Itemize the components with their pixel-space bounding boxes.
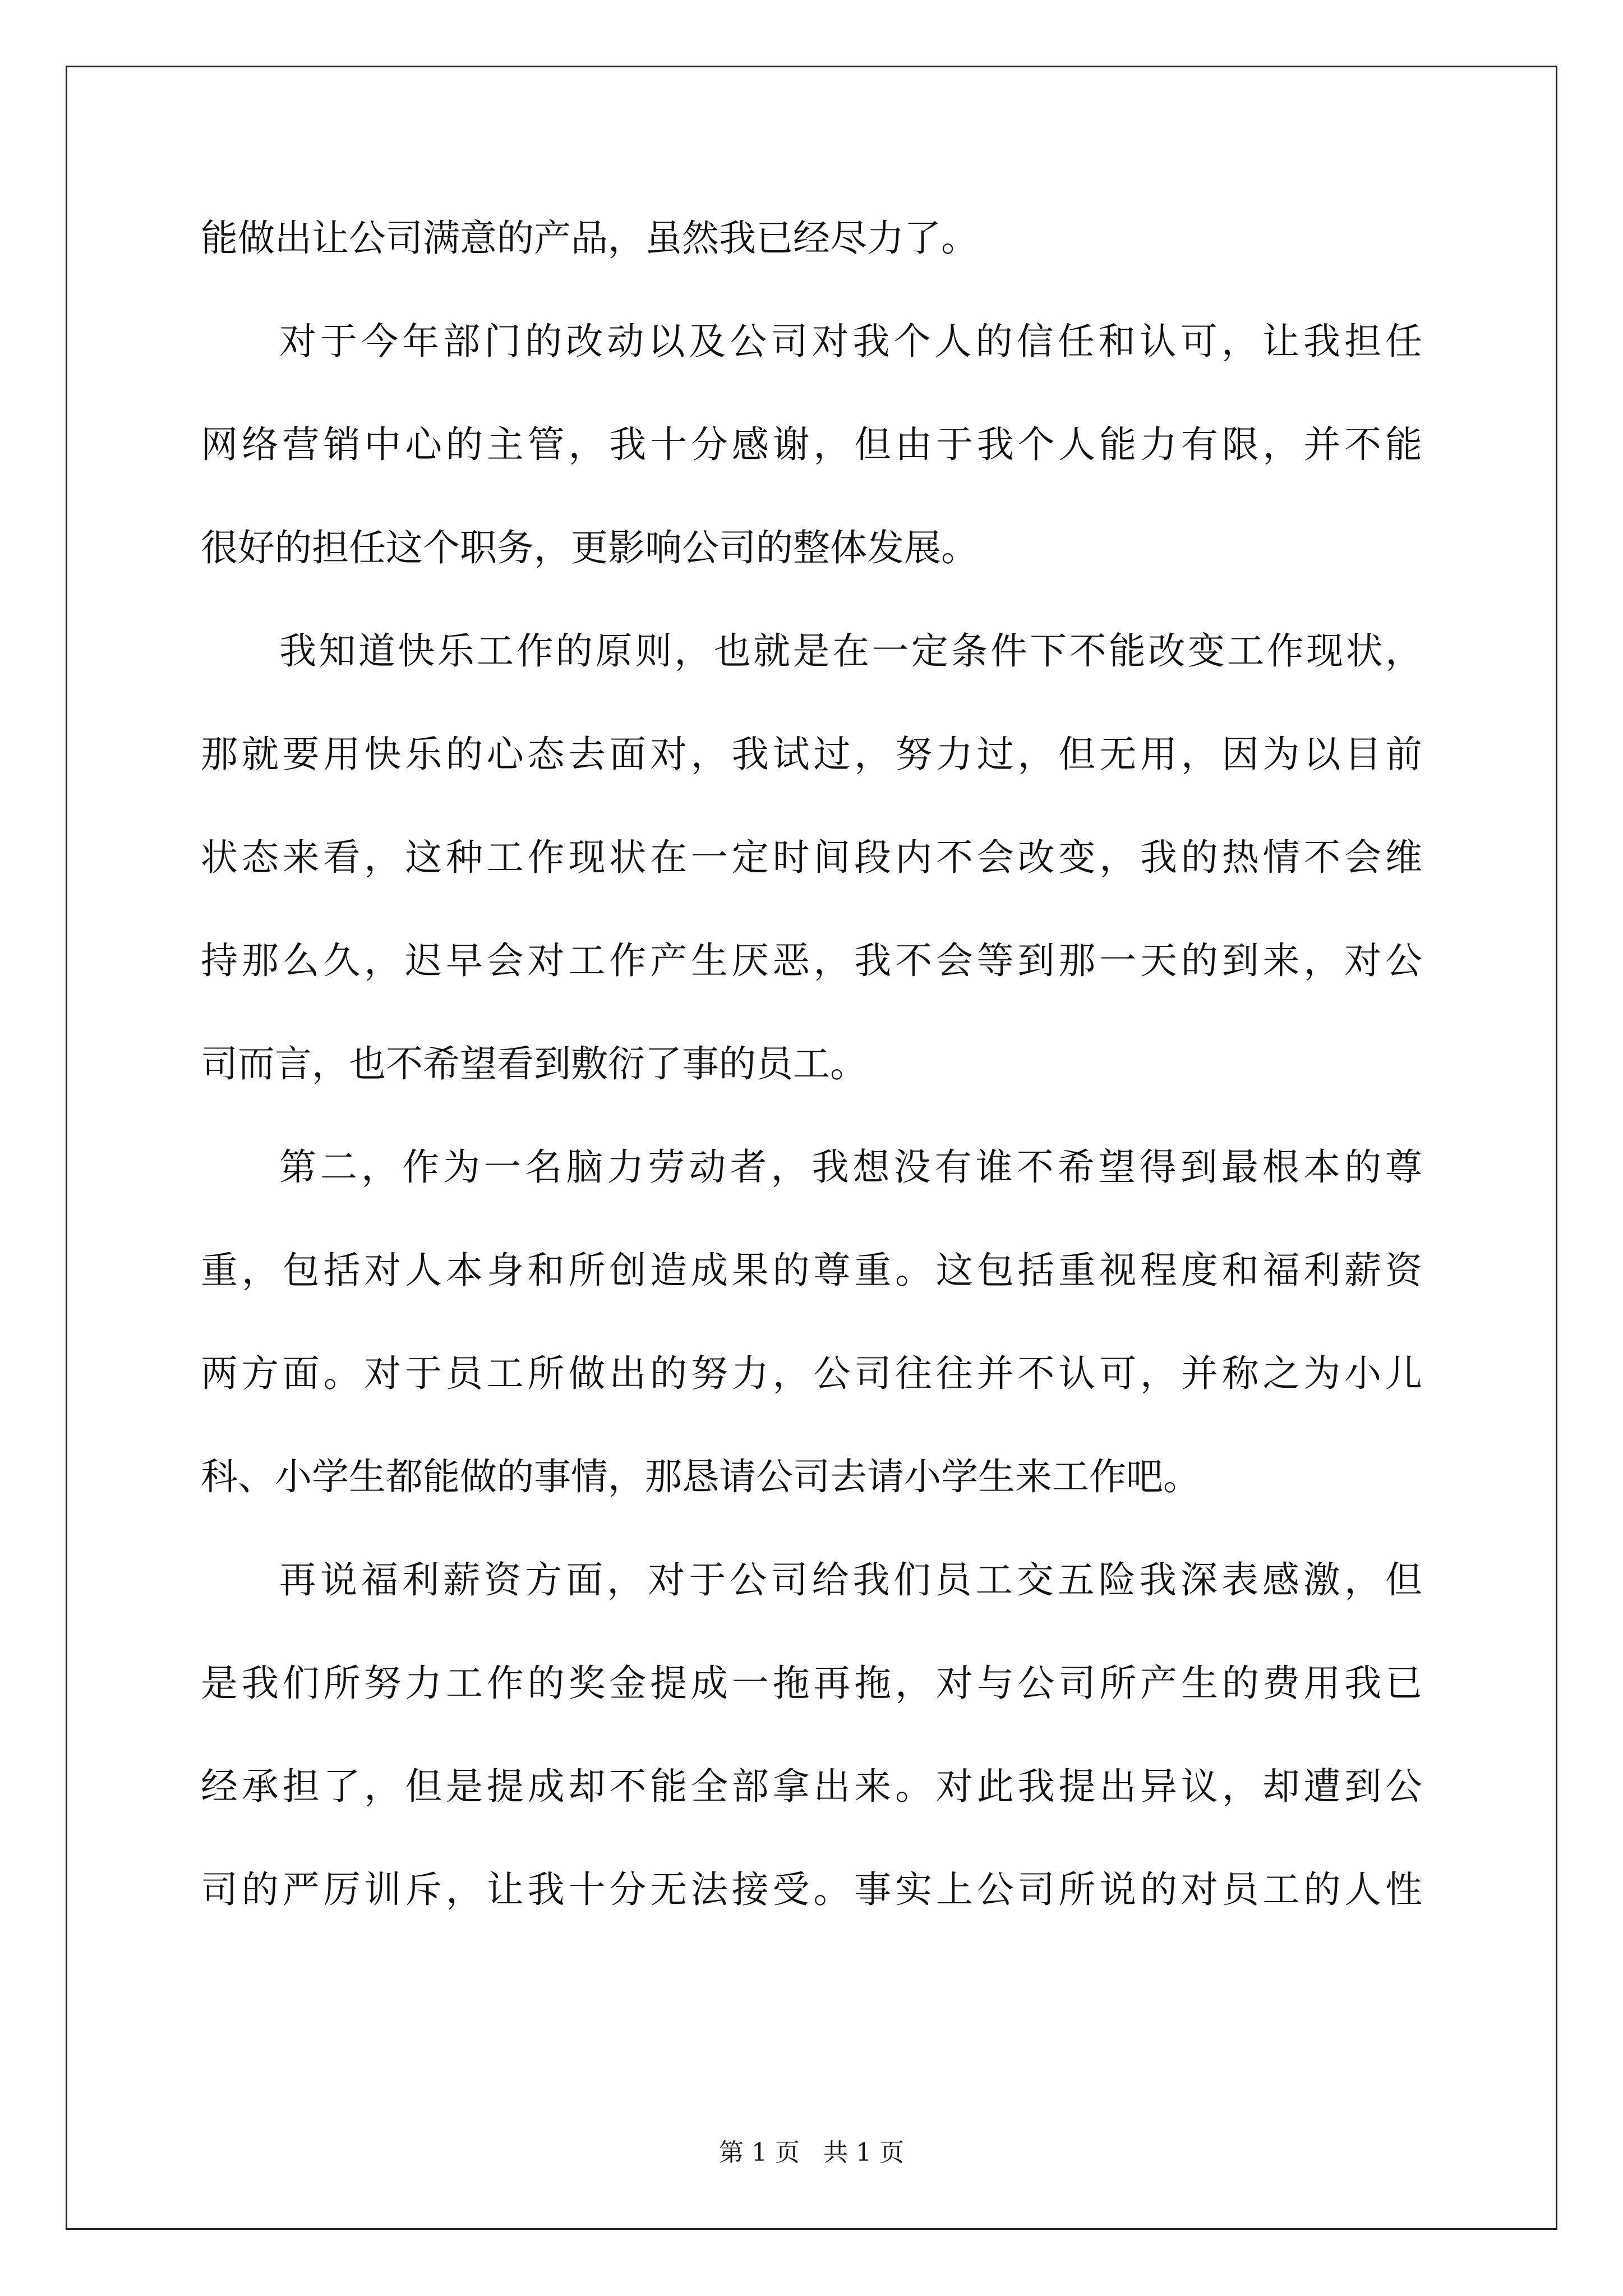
page-number-footer: 第 1 页 共 1 页 bbox=[719, 2138, 904, 2167]
text-line: 网络营销中心的主管，我十分感谢，但由于我个人能力有限，并不能 bbox=[201, 423, 1422, 466]
text-line: 持那么久，迟早会对工作产生厌恶，我不会等到那一天的到来，对公 bbox=[201, 939, 1422, 982]
paragraph bbox=[201, 1558, 1422, 1971]
text-line: 科、小学生都能做的事情，那恳请公司去请小学生来工作吧。 bbox=[201, 1455, 1200, 1498]
text-line: 司而言，也不希望看到敷衍了事的员工。 bbox=[201, 1042, 867, 1085]
paragraph bbox=[201, 216, 1422, 319]
text-line: 经承担了，但是提成却不能全部拿出来。对此我提出异议，却遭到公 bbox=[201, 1765, 1422, 1808]
text-line: 再说福利薪资方面，对于公司给我们员工交五险我深表感激，但 bbox=[279, 1558, 1422, 1602]
paragraph bbox=[201, 1145, 1422, 1558]
paragraph bbox=[201, 629, 1422, 1145]
text-line: 很好的担任这个职务，更影响公司的整体发展。 bbox=[201, 526, 978, 569]
text-line: 那就要用快乐的心态去面对，我试过，努力过，但无用，因为以目前 bbox=[201, 733, 1422, 776]
text-line: 司的严厉训斥，让我十分无法接受。事实上公司所说的对员工的人性 bbox=[201, 1868, 1422, 1911]
text-line: 我知道快乐工作的原则，也就是在一定条件下不能改变工作现状， bbox=[279, 629, 1422, 673]
text-line: 两方面。对于员工所做出的努力，公司往往并不认可，并称之为小儿 bbox=[201, 1352, 1422, 1395]
text-line: 能做出让公司满意的产品，虽然我已经尽力了。 bbox=[201, 217, 978, 260]
text-line: 是我们所努力工作的奖金提成一拖再拖，对与公司所产生的费用我已 bbox=[201, 1662, 1422, 1705]
text-line: 重，包括对人本身和所创造成果的尊重。这包括重视程度和福利薪资 bbox=[201, 1249, 1422, 1292]
paragraph bbox=[201, 319, 1422, 629]
text-line: 第二，作为一名脑力劳动者，我想没有谁不希望得到最根本的尊 bbox=[279, 1145, 1422, 1189]
text-line: 状态来看，这种工作现状在一定时间段内不会改变，我的热情不会维 bbox=[201, 836, 1422, 879]
text-line: 对于今年部门的改动以及公司对我个人的信任和认可，让我担任 bbox=[279, 320, 1422, 363]
document-body bbox=[201, 216, 1422, 1971]
